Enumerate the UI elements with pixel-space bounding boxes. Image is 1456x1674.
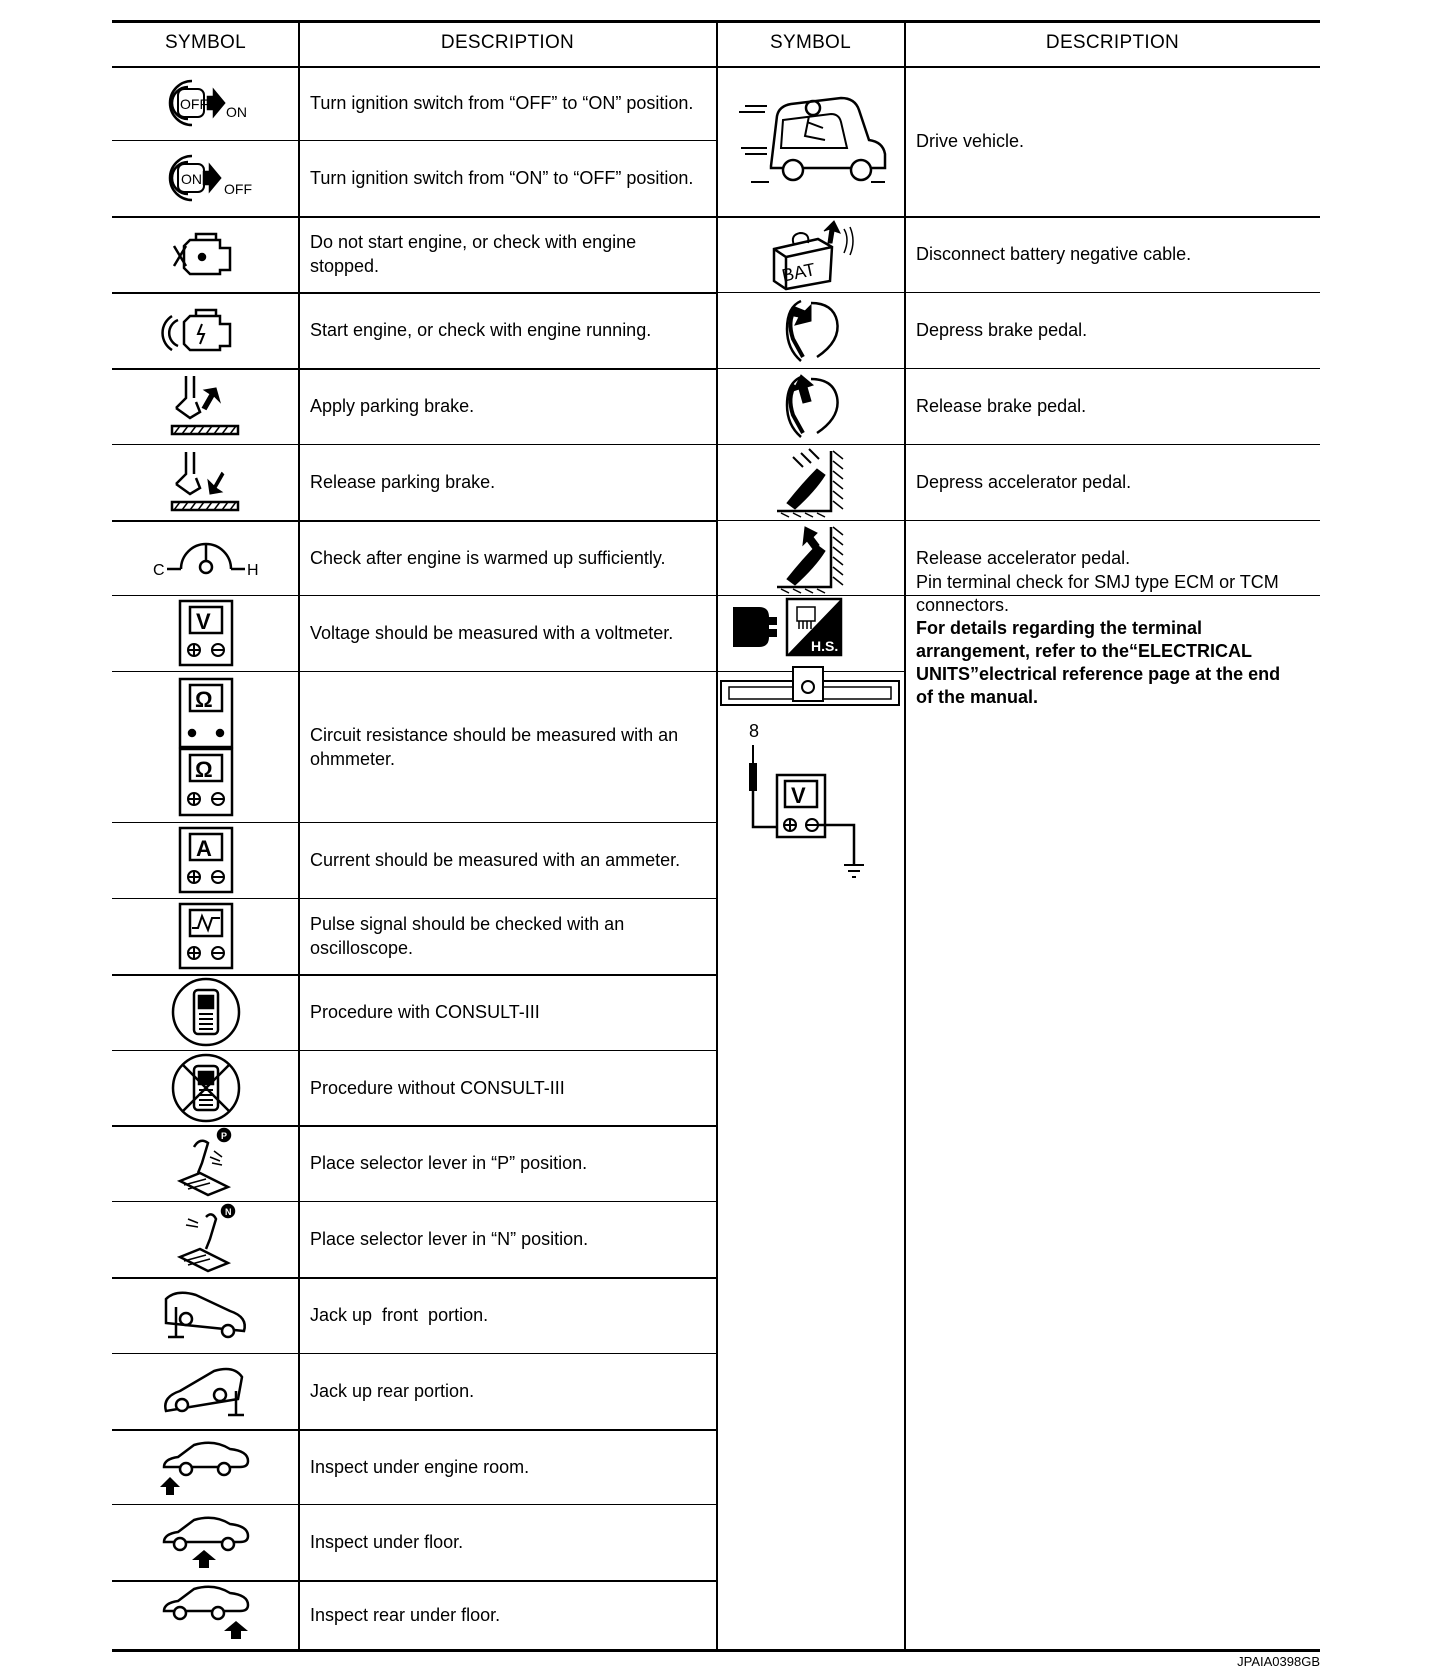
header-symbol-right: SYMBOL <box>770 32 851 53</box>
pin-check-note-line-2: arrangement, refer to the“ELECTRICAL <box>916 641 1253 661</box>
inspect-rear-floor-icon <box>112 1580 299 1649</box>
svg-text:OFF: OFF <box>179 96 208 112</box>
description-ohmmeter: Circuit resistance should be measured with an ohmmeter. <box>310 724 679 769</box>
pin-terminal-check-icon <box>717 597 904 947</box>
svg-text:ON: ON <box>180 171 202 187</box>
release-brake-icon <box>717 368 904 444</box>
ignition-on-to-off-icon <box>112 140 299 216</box>
jack-rear-icon <box>112 1353 299 1429</box>
description-engine-stopped: Do not start engine, or check with engine stopped. <box>310 232 637 276</box>
drive-vehicle-icon <box>717 66 904 216</box>
release-accelerator-icon <box>717 520 904 595</box>
engine-stopped-icon <box>112 216 299 292</box>
battery-icon <box>717 216 904 292</box>
svg-text:Ω: Ω <box>194 686 213 712</box>
apply-parking-brake-icon <box>112 368 299 444</box>
description-no-consult: Procedure without CONSULT-III <box>310 1077 565 1098</box>
inspect-engine-room-icon <box>112 1429 299 1504</box>
oscilloscope-icon <box>112 898 299 974</box>
svg-text:8: 8 <box>749 721 760 741</box>
depress-accelerator-icon <box>717 444 904 520</box>
description-ammeter: Current should be measured with an ammeter. <box>310 850 681 870</box>
svg-text:A: A <box>195 836 212 861</box>
svg-text:H: H <box>246 561 259 579</box>
description-depress-brake: Depress brake pedal. <box>916 320 1088 340</box>
description-inspect-engine-room: Inspect under engine room. <box>310 1456 530 1477</box>
description-drive-vehicle: Drive vehicle. <box>916 131 1025 151</box>
release-parking-brake-icon <box>112 444 299 520</box>
table-bottom-rule <box>112 1649 1320 1652</box>
description-battery: Disconnect battery negative cable. <box>916 244 1192 264</box>
svg-text:BAT: BAT <box>779 259 817 286</box>
figure-code: JPAIA0398GB <box>1237 1654 1320 1669</box>
jack-front-icon <box>112 1277 299 1353</box>
svg-text:OFF: OFF <box>223 181 252 197</box>
description-consult: Procedure with CONSULT-III <box>310 1002 540 1022</box>
description-release-brake: Release brake pedal. <box>916 396 1087 416</box>
pin-check-note-line-3: UNITS”electrical reference page at the end <box>916 664 1281 684</box>
description-ignition-off-to-on: Turn ignition switch from “OFF” to “ON” position. <box>310 93 694 113</box>
description-release-parking-brake: Release parking brake. <box>310 472 496 492</box>
pin-check-note-line-4: of the manual. <box>916 687 1039 707</box>
ohmmeter-icon <box>112 671 299 822</box>
description-inspect-floor: Inspect under floor. <box>310 1532 464 1552</box>
depress-brake-icon <box>717 292 904 368</box>
description-jack-rear: Jack up rear portion. <box>310 1381 475 1401</box>
ammeter-icon <box>112 822 299 898</box>
pin-terminal-check-description <box>916 571 1316 709</box>
svg-text:H.S.: H.S. <box>811 638 839 654</box>
svg-text:C: C <box>152 561 165 579</box>
description-voltmeter: Voltage should be measured with a voltmeter. <box>310 623 674 643</box>
description-selector-p: Place selector lever in “P” position. <box>310 1153 588 1173</box>
consult-icon <box>112 974 299 1050</box>
description-depress-accelerator: Depress accelerator pedal. <box>916 472 1132 492</box>
no-consult-icon <box>112 1050 299 1125</box>
inspect-floor-icon <box>112 1504 299 1580</box>
selector-p-icon <box>112 1125 299 1201</box>
description-apply-parking-brake: Apply parking brake. <box>310 396 475 416</box>
header-symbol-left: SYMBOL <box>165 32 246 53</box>
description-inspect-rear-floor: Inspect rear under floor. <box>310 1604 501 1625</box>
description-release-accelerator: Release accelerator pedal. <box>916 547 1131 568</box>
svg-text:P: P <box>220 1131 227 1141</box>
description-ignition-on-to-off: Turn ignition switch from “ON” to “OFF” position. <box>310 168 694 188</box>
pin-check-line: Pin terminal check for SMJ type ECM or TCM connectors. <box>916 572 1279 615</box>
description-jack-front: Jack up front portion. <box>310 1305 489 1325</box>
header-description-left: DESCRIPTION <box>440 32 575 53</box>
svg-text:Ω: Ω <box>194 756 213 782</box>
description-selector-n: Place selector lever in “N” position. <box>310 1229 589 1249</box>
description-warm-up: Check after engine is warmed up sufficiently. <box>310 547 666 568</box>
svg-text:V: V <box>791 783 806 808</box>
description-engine-running: Start engine, or check with engine running. <box>310 320 652 340</box>
description-oscilloscope: Pulse signal should be checked with an oscilloscope. <box>310 914 625 958</box>
temperature-gauge-icon <box>112 520 299 595</box>
ignition-off-to-on-icon <box>112 66 299 140</box>
svg-text:ON: ON <box>225 104 247 120</box>
symbol-table <box>112 20 1320 1649</box>
svg-text:V: V <box>195 609 211 634</box>
voltmeter-icon <box>112 595 299 671</box>
header-description-right: DESCRIPTION <box>1045 32 1180 53</box>
selector-n-icon <box>112 1201 299 1277</box>
pin-check-note-line-1: For details regarding the terminal <box>916 618 1203 638</box>
svg-text:N: N <box>224 1207 231 1217</box>
engine-running-icon <box>112 292 299 368</box>
